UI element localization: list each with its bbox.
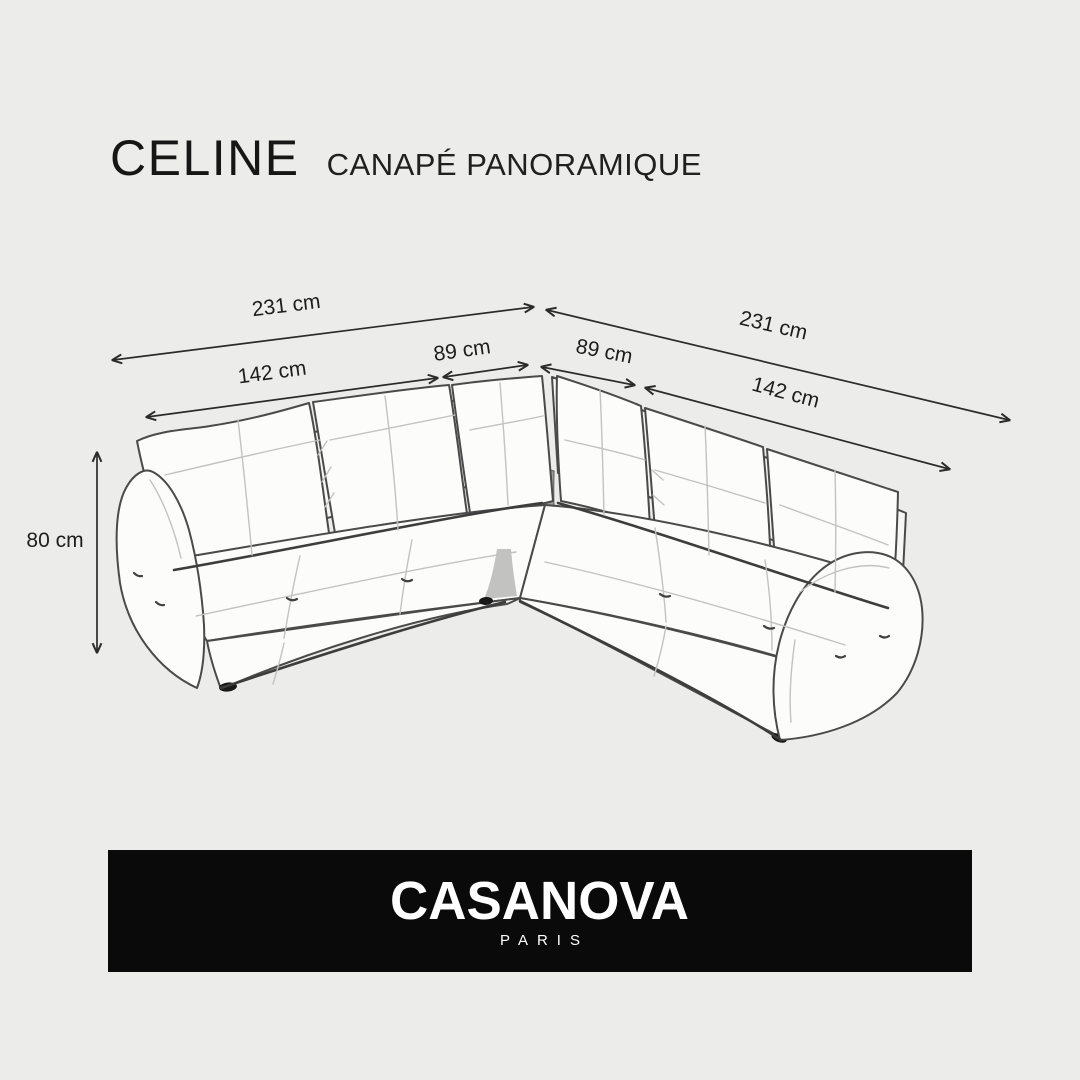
- brand-city: PARIS: [500, 932, 589, 949]
- sofa-illustration: [117, 376, 923, 745]
- dim-label-height: 80 cm: [26, 529, 84, 552]
- dim-arrow-depth-left: [444, 365, 527, 377]
- dim-label-seat-width-right: 142 cm: [749, 372, 822, 413]
- brand-footer: [108, 850, 972, 972]
- dim-label-depth-right: 89 cm: [573, 334, 635, 369]
- brand-logo: CASANOVA: [390, 871, 690, 931]
- dim-label-depth-left: 89 cm: [432, 335, 493, 366]
- back-pillow: [452, 376, 553, 519]
- dim-label-back-width-left: 231 cm: [250, 289, 322, 322]
- dim-label-back-width-right: 231 cm: [737, 306, 810, 345]
- product-name: CELINE: [110, 130, 300, 186]
- dim-label-seat-width-left: 142 cm: [236, 356, 308, 389]
- product-type: CANAPÉ PANORAMIQUE: [326, 147, 702, 182]
